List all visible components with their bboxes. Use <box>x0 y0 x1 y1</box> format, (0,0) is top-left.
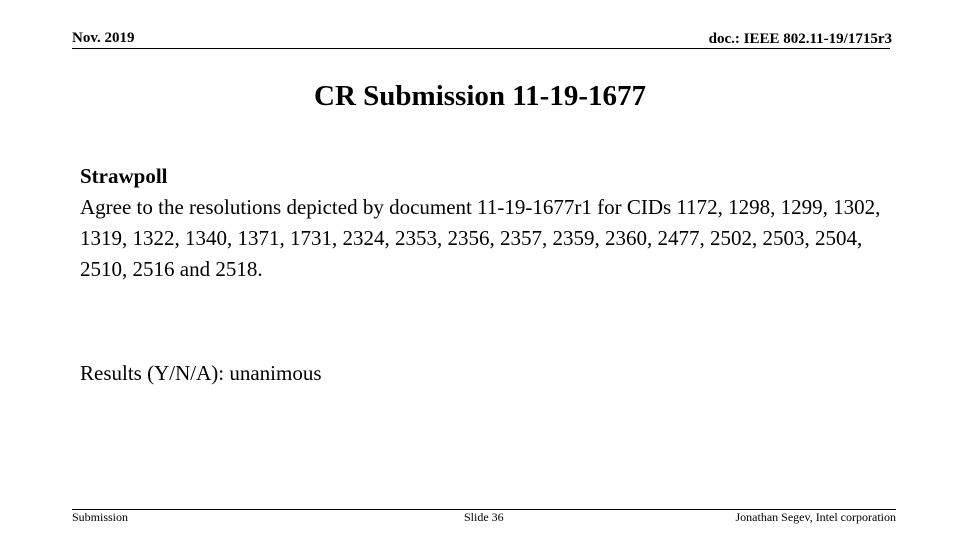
header-date: Nov. 2019 <box>72 30 135 46</box>
strawpoll-heading: Strawpoll <box>80 164 168 188</box>
header-divider <box>72 48 890 49</box>
strawpoll-text: Agree to the resolutions depicted by document 11-19-1677r1 for CIDs 1172, 1298, 1299, 1302, 1319, 1322, 1340, 1371, 1731, 2324, 2353, 2356, 2357, 2359, 2360, 2477, 2502, 2503, 2504, 2510, 2516 and 2518. <box>80 195 881 281</box>
slide-body <box>80 161 900 285</box>
footer-author: Jonathan Segev, Intel corporation <box>735 510 896 524</box>
footer-slide-number: Slide 36 <box>464 510 504 524</box>
footer-submission: Submission <box>72 510 129 524</box>
header-doc-id: doc.: IEEE 802.11-19/1715r3 <box>708 31 892 47</box>
slide-title: CR Submission 11-19-1677 <box>314 80 646 112</box>
results-text: Results (Y/N/A): unanimous <box>80 361 322 385</box>
